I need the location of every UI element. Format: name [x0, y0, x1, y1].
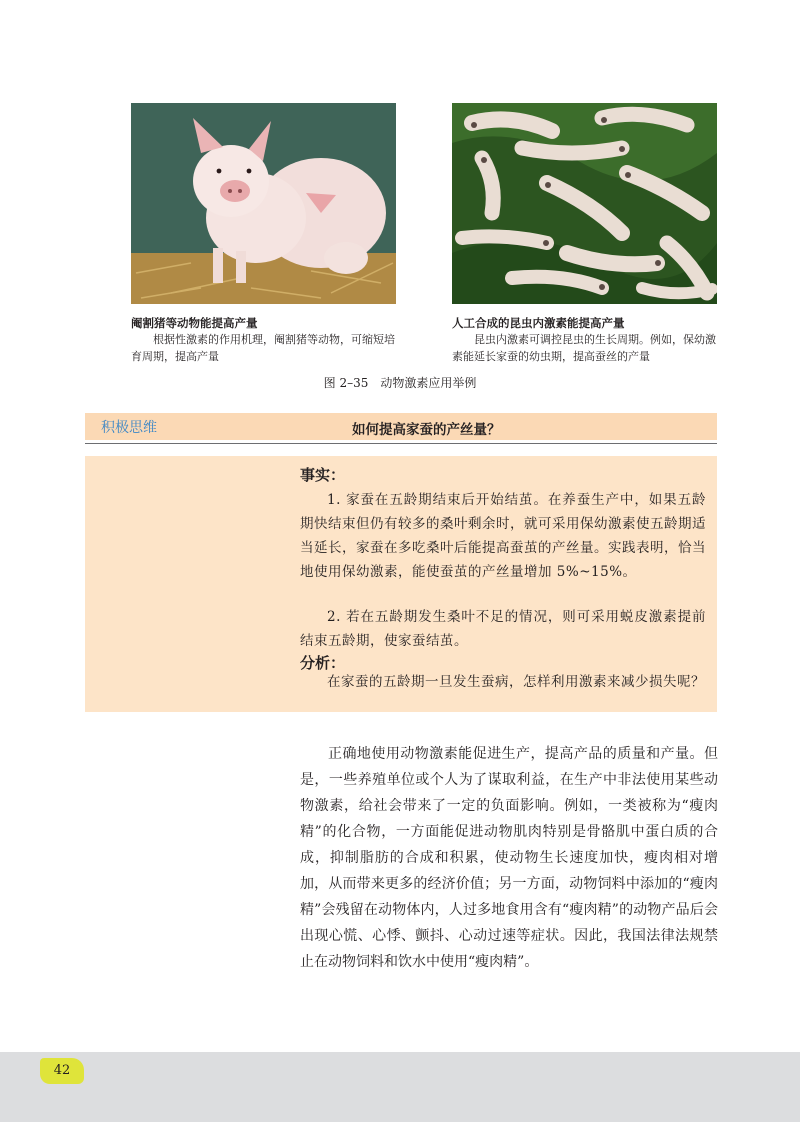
thinking-box-question: 如何提高家蚕的产丝量？ — [352, 422, 501, 438]
page-number: 42 — [40, 1058, 84, 1084]
thinking-box-divider — [85, 443, 717, 444]
footer-band — [0, 1052, 800, 1122]
analysis-text: 在家蚕的五龄期一旦发生蚕病，怎样利用激素来减少损失呢？ — [327, 674, 705, 690]
analysis-label: 分析： — [300, 654, 346, 672]
facts-label: 事实： — [300, 466, 346, 484]
piglets-photo — [131, 103, 396, 304]
thinking-box-tag: 积极思维 — [101, 420, 157, 436]
body-paragraph: 正确地使用动物激素能促进生产，提高产品的质量和产量。但是，一些养殖单位或个人为了谋取利益，在生产中非法使用某些动物激素，给社会带来了一定的负面影响。例如，一类被称为“瘦肉精”的化合物，一方面能促进动物肌肉特别是骨骼肌中蛋白质的合成，抑制脂肪的合成和积累，使动物生长速度加快，瘦肉相对增加，从而带来更多的经济价值；另一方面，动物饲料中添加的“瘦肉精”会残留在动物体内，人过多地食用含有“瘦肉精”的动物产品后会出现心慌、心悸、颤抖、心动过速等症状。因此，我国法律法规禁止在动物饲料和饮水中使用“瘦肉精”。 — [300, 746, 718, 970]
silkworms-photo — [452, 103, 717, 304]
fact-2: 2. 若在五龄期发生桑叶不足的情况，则可采用蜕皮激素提前结束五龄期，使家蚕结茧。 — [300, 609, 706, 649]
left-caption-title: 阉割猪等动物能提高产量 — [131, 316, 258, 330]
right-caption-body: 昆虫内激素可调控昆虫的生长周期。例如，保幼激素能延长家蚕的幼虫期，提高蚕丝的产量 — [452, 333, 716, 363]
figure-caption: 图 2–35 动物激素应用举例 — [323, 376, 477, 390]
fact-1: 1. 家蚕在五龄期结束后开始结茧。在养蚕生产中，如果五龄期快结束但仍有较多的桑叶剩余时，就可采用保幼激素使五龄期适当延长，家蚕在多吃桑叶后能提高蚕茧的产丝量。实践表明，恰当地使用保幼激素，能使蚕茧的产丝量增加 5%~15%。 — [300, 492, 706, 580]
right-caption-title: 人工合成的昆虫内激素能提高产量 — [452, 316, 625, 330]
left-caption-body: 根据性激素的作用机理，阉割猪等动物，可缩短培育周期，提高产量 — [131, 333, 395, 363]
